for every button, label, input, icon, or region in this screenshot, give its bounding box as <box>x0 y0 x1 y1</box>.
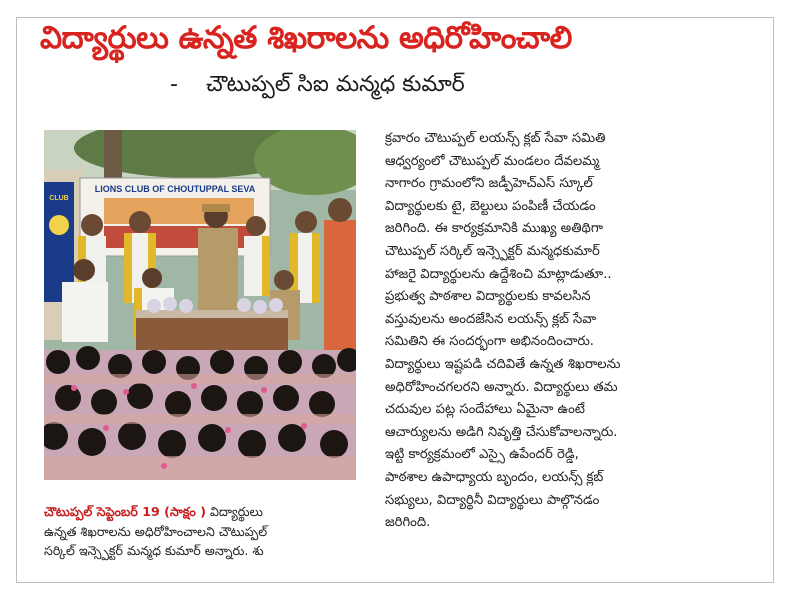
dateline: చౌటుప్పల్ సెప్టెంబర్ 19 (సాక్షం ) <box>44 504 206 519</box>
left-line-2: ఉన్నత శిఖరాలను అధిరోహించాలని చౌటుప్పల్ <box>44 523 268 539</box>
right-line: ఇట్టి కార్యక్రమంలో ఎస్సై ఉపేందర్ రెడ్డి, <box>385 447 579 463</box>
right-line: నాగారం గ్రామంలోని జడ్పీహెచ్ఎస్ స్కూల్ <box>385 176 593 192</box>
right-line: ఆచార్యులను అడిగి నివృత్తి చేసుకోవాలన్నారు. <box>385 424 618 440</box>
left-line-1 <box>44 502 360 522</box>
right-line: విద్యార్థులు ఇష్టపడి చదివితే ఉన్నత శిఖరాలను <box>385 356 621 372</box>
byline-dash: - <box>170 72 178 97</box>
right-line: క్రవారం చౌటుప్పల్ లయన్స్ క్లబ్ సేవా సమితి <box>385 131 606 146</box>
right-line: ఆధ్వర్యంలో చౌటుప్పల్ మండలం దేవలమ్మ <box>385 153 600 169</box>
right-line: జరిగింది. ఈ కార్యక్రమానికి ముఖ్య అతిథిగా <box>385 221 603 237</box>
news-photo <box>44 130 356 480</box>
left-line-3: సర్కిల్ ఇన్స్పెక్టర్ మన్మధ కుమార్ అన్నారు. శు <box>44 543 264 558</box>
byline <box>170 72 770 102</box>
right-line: వస్తువులను అందజేసిన లయన్స్ క్లబ్ సేవా <box>385 311 597 327</box>
right-line: సభ్యులు, విద్యార్థినీ విద్యార్థులు పాల్గొనడం <box>385 492 600 508</box>
right-line: విద్యార్థులకు టై, బెల్టులు పంపిణీ చేయడం <box>385 198 596 214</box>
right-line: చౌటుప్పల్ సర్కిల్ ఇన్స్పెక్టర్ మన్మధకుమార్ <box>385 243 600 259</box>
right-column <box>385 128 715 535</box>
right-line: చదువుల పట్ల సందేహాలు ఏమైనా ఉంటే <box>385 402 585 418</box>
right-line: అధిరోహించగలరని అన్నారు. విద్యార్థులు తమ <box>385 379 618 395</box>
right-line: పాఠశాల ఉపాధ్యాయ బృందం, లయన్స్ క్లబ్ <box>385 469 604 485</box>
byline-author: చౌటుప్పల్ సిఐ మన్మధ కుమార్ <box>205 72 465 97</box>
side-banner-text: CLUB <box>49 195 69 202</box>
right-line: హాజరై విద్యార్థులను ఉద్దేశించి మాట్లాడుతూ.. <box>385 266 612 282</box>
left-line-1-text: విద్యార్థులు <box>205 504 263 519</box>
right-line: సమితిని ఈ సందర్భంగా అభినందించారు. <box>385 334 594 350</box>
right-line: ప్రభుత్వ పాఠశాల విద్యార్థులకు కావలసిన <box>385 289 591 305</box>
banner-text: LIONS CLUB OF CHOUTUPPAL SEVA <box>94 184 256 194</box>
headline: విద్యార్థులు ఉన్నత శిఖరాలను అధిరోహించాలి <box>40 20 572 56</box>
left-column <box>44 502 360 561</box>
right-line: జరిగింది. <box>385 515 431 531</box>
